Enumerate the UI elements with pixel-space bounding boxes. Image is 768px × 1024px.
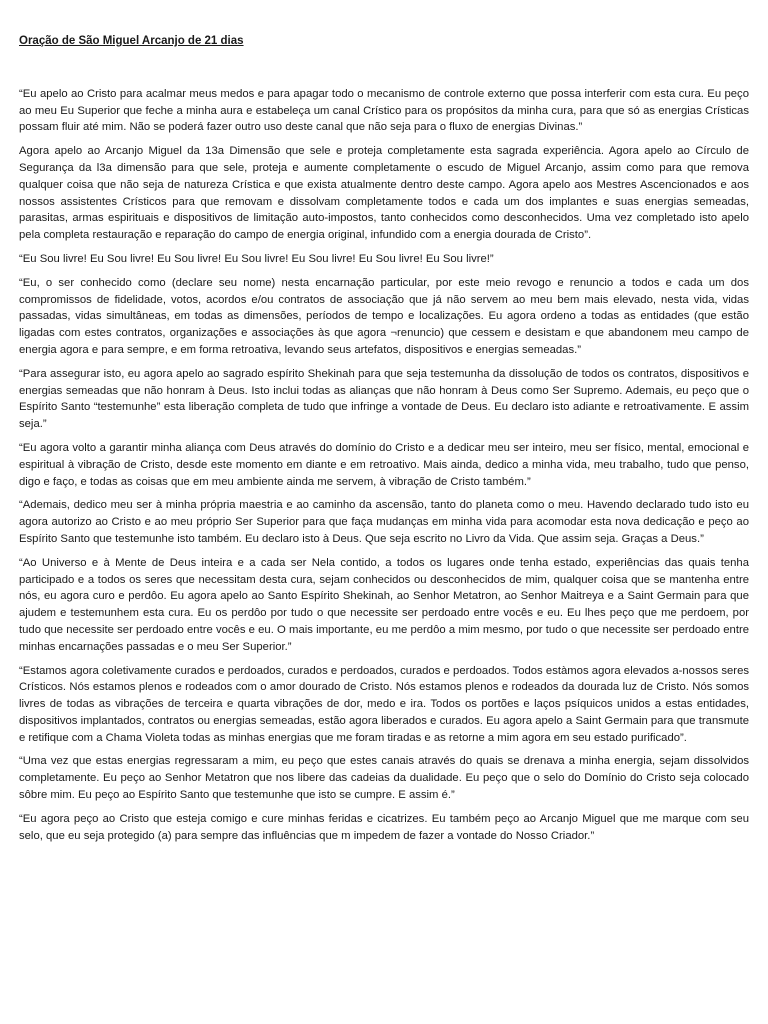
paragraph: “Ao Universo e à Mente de Deus inteira e a cada ser Nela contido, a todos os lugares onde tenha estado, experiências das quais tenha participado e a todos os seres que necessitam desta cura, sejam conhecidos ou desconhecidos de mim, qualquer coisa que se mantenha entre nós, eu agora curo e perdôo. Eu agora apelo ao Santo Espírito Shekinah, ao Senhor Metatron, ao Senhor Maitreya e a Saint Germain para que ajudem e testemunhem esta cura. Eu os perdôo por tudo o que necessite ser perdoado entre vocês e eu. Eu lhes peço que me perdoem, por tudo que necessite ser perdoado entre vocês e eu. O mais importante, eu me perdôo a mim mesmo, por tudo o que necessite ser perdoado entre minhas encarnações passadas e o meu Ser Superior.” [19, 556, 749, 653]
paragraph: “Eu agora volto a garantir minha aliança com Deus através do domínio do Cristo e a dedicar meu ser inteiro, meu ser físico, mental, emocional e espiritual à vibração de Cristo, desde este momento em diante e em retroativo. Mais ainda, dedico a minha vida, meu trabalho, tudo que penso, digo e faço, e todas as coisas que em meu ambiente ainda me servem, à vibração de Cristo também.” [19, 441, 749, 488]
paragraph: “Eu agora peço ao Cristo que esteja comigo e cure minhas feridas e cicatrizes. Eu também peço ao Arcanjo Miguel que me marque com seu selo, que eu seja protegido (a) para sempre das influências que m impedem de fazer a vontade do Nosso Criador.” [19, 812, 749, 842]
paragraph: “Estamos agora coletivamente curados e perdoados, curados e perdoados, curados e perdoados. Todos estàmos agora elevados a-nossos seres Crísticos. Nós estamos plenos e rodeados com o amor dourado de Cristo. Nós estamos plenos e rodeados da dourada luz de Cristo. Nós somos livres de todas as vibrações de terceira e quarta vibrações de dor, medo e ira. Todos os portões e laços psíquicos unidos a estas entidades, dispositivos implantados, contratos ou energias semeadas, estão agora liberados e curados. Eu agora apelo a Saint Germain para que transmute e retifique com a Chama Violeta todas as minhas energias que me foram tiradas e as retorne a mim agora em seu estado purificado”. [19, 664, 749, 744]
paragraph: “Eu apelo ao Cristo para acalmar meus medos e para apagar todo o mecanismo de controle externo que possa interferir com esta cura. Eu peço ao meu Eu Superior que feche a minha aura e estabeleça um canal Crístico para os propósitos da minha cura, para que só as energias Crísticas possam fluir até mim. Não se poderá fazer outro uso deste canal que não seja para o fluxo de energias Divinas.” [19, 87, 749, 134]
paragraph: “Eu, o ser conhecido como (declare seu nome) nesta encarnação particular, por este meio revogo e renuncio a todos e cada um dos compromissos de fidelidade, votos, acordos e/ou contratos de associação que já não servem ao meu bem mais elevado, nesta vida, vidas passadas, vidas simultâneas, em todas as dimensões, períodos de tempo e localizações. Eu agora ordeno a todas as entidades (que estão ligadas com estes contratos, organizações e associações às que agora ¬renuncio) que cessem e desistam e que abandonem meu campo de energia agora e para sempre, e em forma retroativa, levando seus artefatos, dispositivos e energias semeadas.” [19, 276, 749, 356]
paragraph: “Uma vez que estas energias regressaram a mim, eu peço que estes canais através do quais se drenava a minha energia, sejam dissolvidos completamente. Eu peço ao Senhor Metatron que nos libere das cadeias da dualidade. Eu peço que o selo do Domínio do Cristo seja colocado sôbre mim. Eu peço ao Espírito Santo que testemunhe que isto se cumpre. E assim é.” [19, 755, 749, 802]
paragraph: “Para assegurar isto, eu agora apelo ao sagrado espírito Shekinah para que seja testemunha da dissolução de todos os contratos, dispositivos e energias semeadas que não honram à Deus. Isto inclui todas as alianças que não honram à Deus como Ser Supremo. Ademais, eu peço que o Espírito Santo “testemunhe” esta liberação completa de tudo que infringe a vontade de Deus. Eu declaro isto adiante e retroativamente. E assim seja.” [19, 367, 749, 431]
document-page [19, 33, 749, 851]
paragraph: “Ademais, dedico meu ser à minha própria maestria e ao caminho da ascensão, tanto do planeta como o meu. Havendo declarado tudo isto eu agora autorizo ao Cristo e ao meu próprio Ser Superior para que faça mudanças em minha vida para acomodar esta nova dedicação e peço ao Espírito Santo que testemunhe isto também. Eu declaro isto à Deus. Que seja escrito no Livro da Vida. Que assim seja. Graças a Deus.” [19, 499, 749, 545]
paragraph: Agora apelo ao Arcanjo Miguel da 13a Dimensão que sele e proteja completamente esta sagrada experiência. Agora apelo ao Círculo de Segurança da l3a dimensão para que sele, proteja e aumente completamente o escudo de Miguel Arcanjo, assim como para que remova qualquer coisa que não seja de natureza Crística e que exista atualmente dentro deste campo. Agora apelo aos Mestres Ascencionados e aos nossos assistentes Crísticos para que removam e dissolvam completamente todos e cada um dos implantes e suas energias semeadas, parasitas, armas espirituais e dispositivos de limitação auto-impostos, tanto conhecidos como desconhecidos. Uma vez completado isto apelo pela completa restauração e reparação do campo de energia original, infundido com a energia dourada de Cristo”. [19, 145, 749, 242]
document-title: Oração de São Miguel Arcanjo de 21 dias [19, 35, 244, 47]
paragraph: “Eu Sou livre! Eu Sou livre! Eu Sou livre! Eu Sou livre! Eu Sou livre! Eu Sou livre! Eu Sou livre!” [19, 252, 494, 265]
